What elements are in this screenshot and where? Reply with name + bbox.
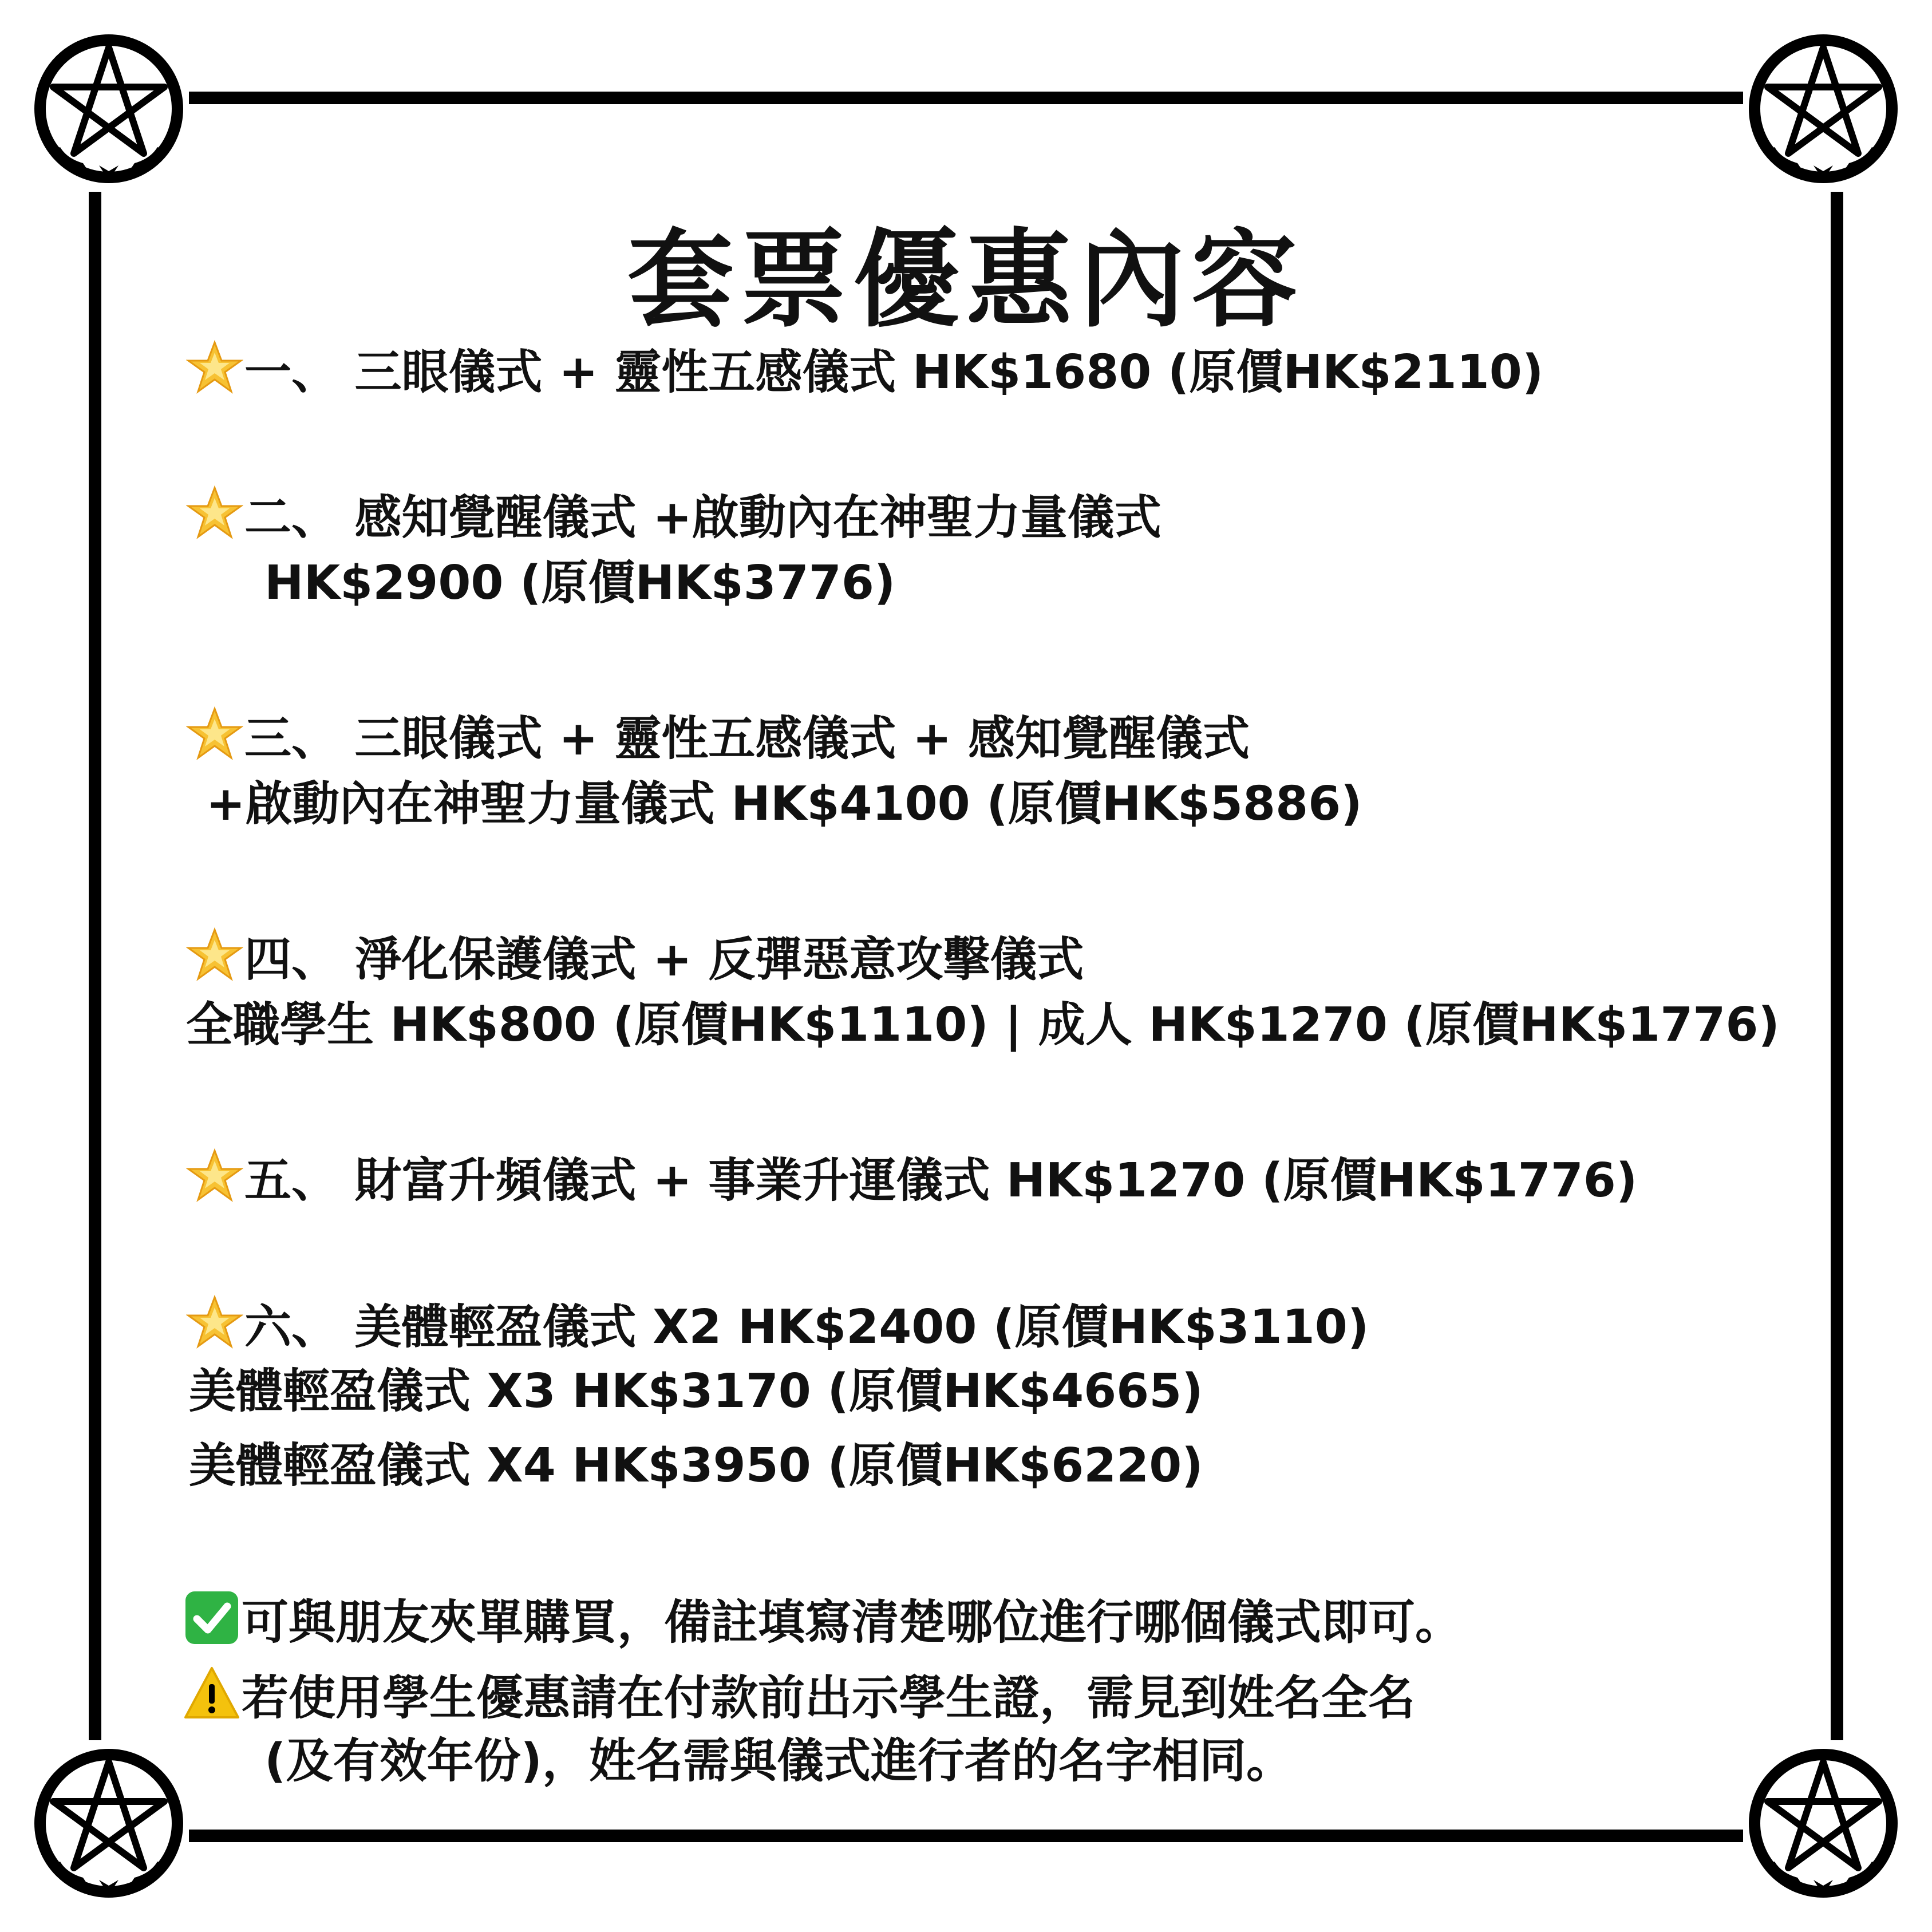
package-1-text: 一、 三眼儀式 + 靈性五感儀式 HK$1680 (原價HK$2110) (244, 345, 1544, 400)
page-title: 套票優惠內容 (627, 217, 1305, 342)
pentagram-icon (26, 26, 192, 192)
package-5-text: 五、 財富升頻儀式 + 事業升運儀式 HK$1270 (原價HK$1776) (244, 1153, 1638, 1208)
note-share-order (183, 1589, 1463, 1650)
pentagram-icon (26, 1740, 192, 1906)
pentagram-icon (1740, 1740, 1906, 1906)
package-2-price: HK$2900 (原價HK$3776) (264, 556, 896, 610)
package-3-price: +啟動內在神聖力量儀式 HK$4100 (原價HK$5886) (206, 777, 1362, 831)
package-4-text: 四、 淨化保護儀式 + 反彈惡意攻擊儀式 (244, 933, 1084, 987)
warning-icon (183, 1665, 240, 1722)
note-student-discount (183, 1665, 1416, 1725)
frame-left-border (89, 192, 101, 1740)
glowing-star-icon (186, 484, 243, 542)
package-4-line-1 (186, 926, 1084, 987)
package-6-text: 六、 美體輕盈儀式 X2 HK$2400 (原價HK$3110) (244, 1300, 1369, 1354)
glowing-star-icon (186, 926, 243, 983)
package-6-option-x4: 美體輕盈儀式 X4 HK$3950 (原價HK$6220) (189, 1439, 1203, 1493)
check-mark-icon (183, 1589, 240, 1646)
frame-right-border (1831, 192, 1843, 1740)
pentagram-icon (1740, 26, 1906, 192)
note-share-text: 可與朋友夾單購買，備註填寫清楚哪位進行哪個儀式即可。 (242, 1595, 1463, 1650)
note-student-text-continued: (及有效年份)，姓名需與儀式進行者的名字相同。 (264, 1734, 1293, 1788)
package-1-line-1 (186, 339, 1544, 400)
package-4-price: 全職學生 HK$800 (原價HK$1110) | 成人 HK$1270 (原價HK$1776) (186, 998, 1780, 1052)
package-2-text: 二、 感知覺醒儀式 +啟動內在神聖力量儀式 (244, 491, 1161, 545)
glowing-star-icon (186, 339, 243, 396)
glowing-star-icon (186, 1147, 243, 1204)
glowing-star-icon (186, 705, 243, 762)
package-5-line-1 (186, 1147, 1638, 1208)
package-6-line-1 (186, 1294, 1369, 1354)
frame-bottom-border (189, 1830, 1743, 1842)
package-6-option-x3: 美體輕盈儀式 X3 HK$3170 (原價HK$4665) (189, 1364, 1203, 1419)
package-3-line-1 (186, 705, 1250, 766)
package-2-line-1 (186, 484, 1161, 545)
package-3-text: 三、 三眼儀式 + 靈性五感儀式 + 感知覺醒儀式 (244, 712, 1250, 766)
note-student-text: 若使用學生優惠請在付款前出示學生證，需見到姓名全名 (242, 1671, 1416, 1725)
frame-top-border (189, 92, 1743, 104)
glowing-star-icon (186, 1294, 243, 1351)
